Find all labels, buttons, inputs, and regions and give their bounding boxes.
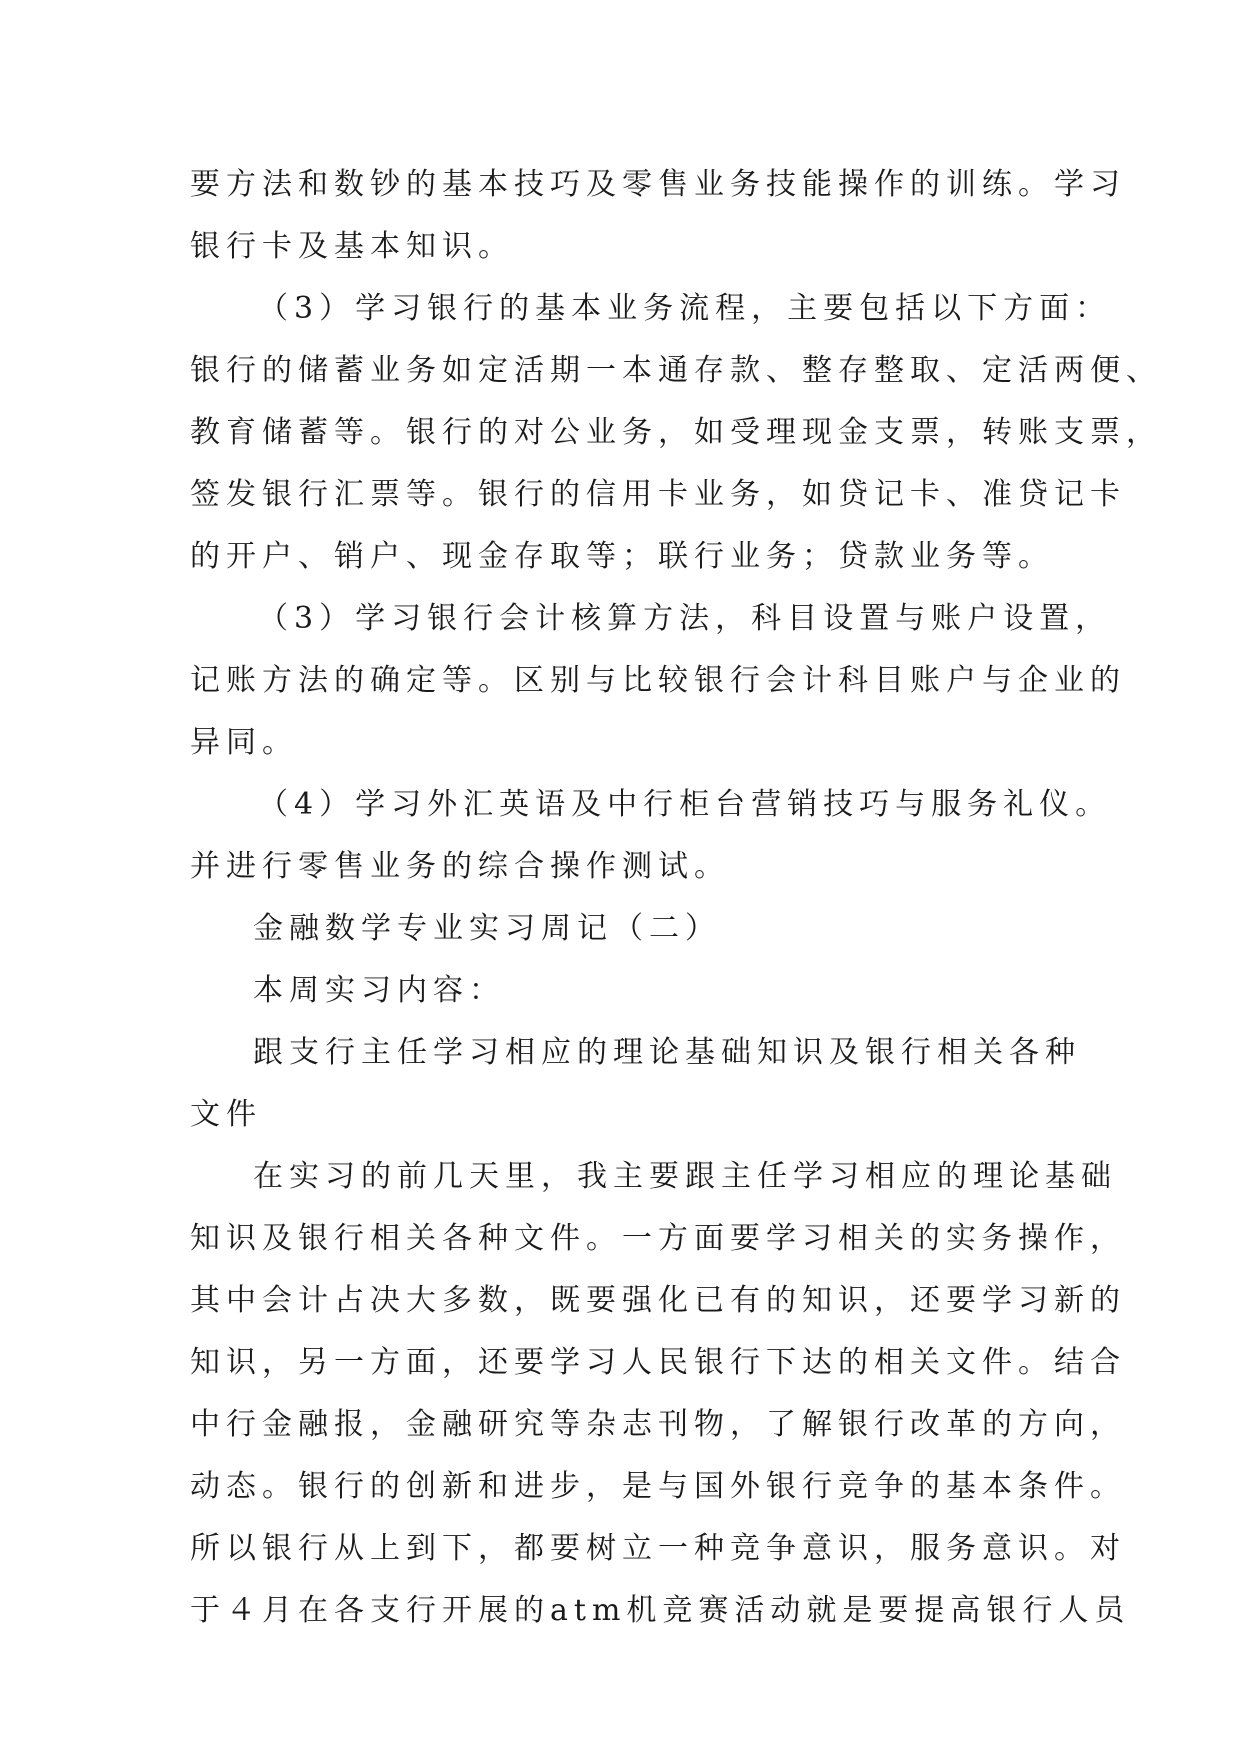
text-line: 并进行零售业务的综合操作测试。: [190, 849, 730, 884]
text-line: （3）学习银行的基本业务流程，主要包括以下方面：: [258, 291, 1112, 326]
text-line: 银行卡及基本知识。: [190, 229, 514, 264]
text-line: 签发银行汇票等。银行的信用卡业务，如贷记卡、准贷记卡: [190, 477, 1126, 512]
text-line: 动态。银行的创新和进步，是与国外银行竞争的基本条件。: [190, 1469, 1126, 1504]
text-line: 的开户、销户、现金存取等；联行业务；贷款业务等。: [190, 539, 1054, 574]
text-line: 文件: [190, 1097, 262, 1132]
text-line: （4）学习外汇英语及中行柜台营销技巧与服务礼仪。: [258, 787, 1112, 822]
text-line: （3）学习银行会计核算方法，科目设置与账户设置，: [258, 601, 1112, 636]
text-line: 异同。: [190, 725, 298, 760]
text-line: 其中会计占决大多数，既要强化已有的知识，还要学习新的: [190, 1283, 1126, 1318]
text-line: 记账方法的确定等。区别与比较银行会计科目账户与企业的: [190, 663, 1126, 698]
text-line: 银行的储蓄业务如定活期一本通存款、整存整取、定活两便、: [190, 353, 1162, 388]
text-line: 中行金融报，金融研究等杂志刊物，了解银行改革的方向，: [190, 1407, 1126, 1442]
text-line: 知识及银行相关各种文件。一方面要学习相关的实务操作，: [190, 1221, 1126, 1256]
text-line: 跟支行主任学习相应的理论基础知识及银行相关各种: [253, 1035, 1081, 1070]
text-line: 本周实习内容：: [253, 973, 505, 1008]
text-line: 要方法和数钞的基本技巧及零售业务技能操作的训练。学习: [190, 167, 1126, 202]
text-line: 在实习的前几天里，我主要跟主任学习相应的理论基础: [253, 1159, 1117, 1194]
text-line: 教育储蓄等。银行的对公业务，如受理现金支票，转账支票，: [190, 415, 1162, 450]
text-line: 于４月在各支行开展的atm机竞赛活动就是要提高银行人员: [190, 1593, 1131, 1628]
section-heading: 金融数学专业实习周记（二）: [253, 911, 721, 946]
text-line: 所以银行从上到下，都要树立一种竞争意识，服务意识。对: [190, 1531, 1126, 1566]
text-line: 知识，另一方面，还要学习人民银行下达的相关文件。结合: [190, 1345, 1126, 1380]
